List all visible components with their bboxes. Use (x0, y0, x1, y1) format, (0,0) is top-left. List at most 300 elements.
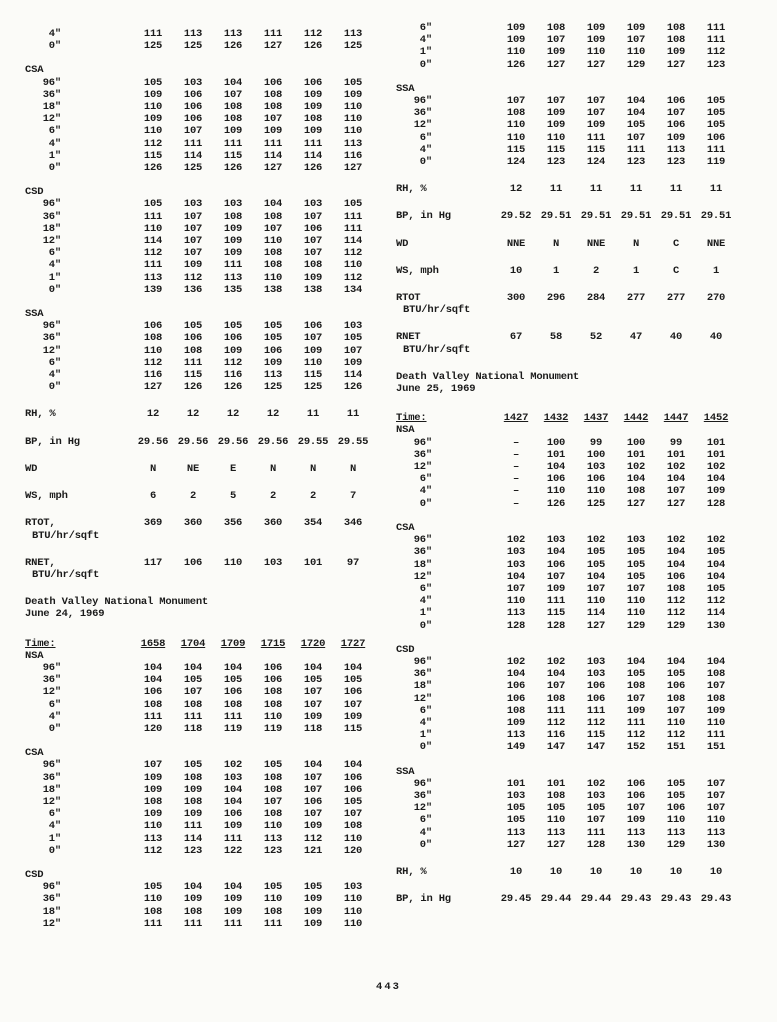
cell-value: 114 (183, 832, 203, 845)
data-section (25, 308, 381, 393)
value-row (496, 46, 736, 58)
cell-value: 103 (506, 558, 526, 571)
depth-label: 18" (42, 783, 61, 796)
cell-value: 109 (546, 46, 566, 59)
cell-value: 103 (343, 320, 363, 333)
cell-value: 108 (706, 668, 726, 681)
cell-value: 107 (666, 704, 686, 717)
value-row (133, 223, 373, 235)
cell-value: 102 (506, 655, 526, 668)
value-row (496, 729, 736, 741)
cell-value: 107 (303, 771, 323, 784)
table-row (396, 46, 762, 58)
depth-label: 0" (48, 381, 61, 394)
table-row (396, 571, 762, 583)
cell-value: 29.55 (297, 435, 329, 448)
cell-value: 127 (263, 40, 283, 53)
cell-value: 139 (143, 283, 163, 296)
cell-value: 110 (586, 485, 606, 498)
cell-value: 112 (143, 356, 163, 369)
cell-value: 115 (183, 369, 203, 382)
table-row (396, 693, 762, 705)
cell-value: 52 (589, 331, 603, 344)
cell-value: 109 (143, 113, 163, 126)
cell-value: 116 (546, 729, 566, 742)
value-row (496, 485, 736, 497)
value-row (133, 408, 373, 420)
table-row (25, 784, 381, 796)
cell-value: 110 (706, 716, 726, 729)
table-row (396, 559, 762, 571)
depth-label: 6" (419, 22, 432, 34)
cell-value: 106 (706, 131, 726, 144)
table-row (396, 583, 762, 595)
depth-label: 18" (42, 101, 61, 114)
depth-label: 6" (419, 704, 432, 717)
cell-value: 108 (183, 795, 203, 808)
cell-value: 106 (666, 680, 686, 693)
cell-value: 111 (183, 137, 203, 150)
cell-value: 108 (506, 704, 526, 717)
table-row (396, 95, 762, 107)
cell-value: 109 (223, 222, 243, 235)
cell-value: 107 (343, 698, 363, 711)
table-row (396, 668, 762, 680)
cell-value: N (269, 462, 277, 475)
table-row (25, 332, 381, 344)
table-row (25, 259, 381, 271)
cell-value: 100 (546, 436, 566, 449)
cell-value: 109 (183, 783, 203, 796)
cell-value: 108 (143, 795, 163, 808)
time-value: 1442 (623, 412, 649, 425)
section-header: CSD (396, 643, 415, 656)
cell-value: 97 (346, 556, 360, 569)
cell-value: 107 (666, 485, 686, 498)
cell-value: 104 (143, 674, 163, 687)
cell-value: 118 (303, 722, 323, 735)
cell-value: 111 (546, 595, 566, 608)
cell-value: 116 (223, 369, 243, 382)
title-line: June 25, 1969 (396, 383, 476, 396)
cell-value: 7 (349, 490, 357, 503)
cell-value: 110 (263, 271, 283, 284)
cell-value: 112 (223, 356, 243, 369)
cell-value: 29.43 (660, 893, 692, 906)
cell-value: 113 (626, 826, 646, 839)
depth-label: 96" (42, 198, 61, 211)
cell-value: 109 (183, 893, 203, 906)
cell-value: 118 (183, 722, 203, 735)
depth-label: 12" (413, 461, 432, 474)
cell-value: 109 (586, 22, 606, 34)
cell-value: 124 (586, 156, 606, 169)
cell-value: 29.55 (337, 435, 369, 448)
cell-value: 106 (183, 332, 203, 345)
table-row (396, 107, 762, 119)
cell-value: 110 (143, 344, 163, 357)
value-row (496, 705, 736, 717)
cell-value: 109 (626, 704, 646, 717)
table-row (396, 34, 762, 46)
cell-value: 110 (506, 119, 526, 132)
cell-value: 106 (143, 686, 163, 699)
param-label (396, 210, 496, 222)
cell-value: 113 (263, 832, 283, 845)
value-row (133, 699, 373, 711)
cell-value: 128 (586, 838, 606, 851)
cell-value: 109 (183, 808, 203, 821)
table-row (25, 77, 381, 89)
cell-value: 119 (263, 722, 283, 735)
section-header: SSA (396, 765, 415, 778)
depth-label: 0" (48, 283, 61, 296)
param-row (396, 866, 762, 878)
cell-value: 109 (303, 905, 323, 918)
table-row (25, 357, 381, 369)
cell-value: 107 (666, 107, 686, 120)
cell-value: 109 (303, 88, 323, 101)
table-row (396, 156, 762, 168)
cell-value: 109 (263, 356, 283, 369)
cell-value: 109 (303, 101, 323, 114)
cell-value: 122 (223, 844, 243, 857)
table-row (396, 449, 762, 461)
param-label (396, 292, 496, 316)
value-row (133, 77, 373, 89)
depth-label: 96" (42, 320, 61, 333)
cell-value: 111 (143, 210, 163, 223)
dataset-title (25, 596, 381, 620)
cell-value: 109 (143, 88, 163, 101)
cell-value: 106 (666, 95, 686, 108)
cell-value: 110 (143, 125, 163, 138)
cell-value: 102 (546, 655, 566, 668)
cell-value: 105 (666, 777, 686, 790)
cell-value: 110 (143, 101, 163, 114)
cell-value: 106 (303, 222, 323, 235)
depth-label: 4" (419, 716, 432, 729)
param-label-line: RNET, (25, 556, 56, 569)
value-row (133, 517, 373, 529)
depth-label: 1" (48, 271, 61, 284)
cell-value: 110 (343, 125, 363, 138)
cell-value: 277 (666, 292, 686, 305)
time-value: 1720 (300, 637, 326, 650)
cell-value: 123 (546, 156, 566, 169)
value-row (496, 559, 736, 571)
depth-label: 1" (419, 46, 432, 59)
cell-value: 109 (263, 125, 283, 138)
depth-label: 6" (48, 125, 61, 138)
cell-value: 105 (626, 546, 646, 559)
cell-value: 107 (626, 34, 646, 47)
cell-value: 106 (183, 556, 203, 569)
cell-value: 107 (546, 680, 566, 693)
cell-value: 127 (546, 58, 566, 71)
cell-value: 111 (183, 710, 203, 723)
table-row (25, 113, 381, 125)
cell-value: 114 (263, 149, 283, 162)
value-row (133, 796, 373, 808)
value-row (496, 717, 736, 729)
cell-value: 107 (586, 107, 606, 120)
table-row (396, 595, 762, 607)
cell-value: 111 (183, 356, 203, 369)
cell-value: 105 (343, 76, 363, 89)
depth-label: 4" (48, 137, 61, 150)
table-row (25, 198, 381, 210)
param-label-line: BP, in Hg (396, 210, 451, 223)
depth-label: 4" (48, 820, 61, 833)
cell-value: 106 (223, 808, 243, 821)
cell-value: 107 (546, 570, 566, 583)
cell-value: 110 (506, 46, 526, 59)
table-row (396, 119, 762, 131)
left-column (25, 28, 381, 930)
depth-label: 4" (48, 28, 61, 40)
cell-value: N (552, 237, 560, 250)
table-row (25, 381, 381, 393)
cell-value: 29.51 (540, 210, 572, 223)
value-row (496, 437, 736, 449)
table-row (396, 144, 762, 156)
cell-value: 106 (666, 570, 686, 583)
cell-value: 110 (343, 917, 363, 930)
cell-value: 107 (303, 247, 323, 260)
cell-value: 110 (506, 595, 526, 608)
param-label (25, 517, 133, 541)
cell-value: 113 (183, 28, 203, 40)
cell-value: 101 (546, 777, 566, 790)
value-row (133, 893, 373, 905)
data-section (25, 650, 381, 735)
cell-value: 112 (666, 729, 686, 742)
cell-value: 102 (626, 461, 646, 474)
cell-value: 277 (626, 292, 646, 305)
cell-value: 105 (183, 320, 203, 333)
cell-value: 110 (626, 595, 646, 608)
table-row (25, 906, 381, 918)
cell-value: 29.44 (540, 893, 572, 906)
cell-value: 104 (706, 570, 726, 583)
param-label (396, 265, 496, 277)
cell-value: 126 (343, 381, 363, 394)
cell-value: 29.56 (257, 435, 289, 448)
param-row (396, 292, 762, 316)
value-row (496, 534, 736, 546)
cell-value: 112 (183, 271, 203, 284)
cell-value: 105 (706, 119, 726, 132)
cell-value: 11 (709, 183, 723, 196)
table-row (396, 473, 762, 485)
cell-value: 126 (223, 381, 243, 394)
cell-value: 104 (223, 661, 243, 674)
cell-value: 103 (223, 771, 243, 784)
cell-value: 111 (706, 729, 726, 742)
cell-value: 126 (303, 40, 323, 53)
cell-value: 29.52 (500, 210, 532, 223)
depth-label: 36" (413, 668, 432, 681)
depth-label: 4" (419, 485, 432, 498)
cell-value: – (512, 436, 520, 449)
depth-label: 36" (413, 789, 432, 802)
depth-label: 0" (48, 40, 61, 53)
cell-value: 1 (712, 264, 720, 277)
cell-value: 134 (343, 283, 363, 296)
value-row (133, 557, 373, 569)
cell-value: 106 (303, 76, 323, 89)
cell-value: 111 (223, 917, 243, 930)
cell-value: 102 (666, 461, 686, 474)
cell-value: 127 (506, 838, 526, 851)
value-row (133, 820, 373, 832)
value-row (133, 918, 373, 930)
depth-label: 12" (42, 235, 61, 248)
param-label (25, 436, 133, 448)
data-section (25, 64, 381, 174)
depth-label: 18" (413, 558, 432, 571)
cell-value: 100 (626, 436, 646, 449)
value-row (496, 144, 736, 156)
cell-value: 105 (706, 546, 726, 559)
value-row (133, 138, 373, 150)
cell-value: 105 (586, 558, 606, 571)
depth-label: 4" (48, 710, 61, 723)
cell-value: 108 (183, 905, 203, 918)
cell-value: 11 (306, 408, 320, 421)
cell-value: 121 (303, 844, 323, 857)
value-row (133, 662, 373, 674)
cell-value: 128 (546, 619, 566, 632)
cell-value: 12 (509, 183, 523, 196)
data-section (25, 747, 381, 857)
cell-value: 126 (506, 58, 526, 71)
table-row (25, 723, 381, 735)
cell-value: 116 (343, 149, 363, 162)
dataset-title (396, 371, 762, 395)
cell-value: 105 (143, 76, 163, 89)
cell-value: 130 (706, 619, 726, 632)
data-section (396, 644, 762, 754)
cell-value: – (512, 497, 520, 510)
cell-value: 105 (263, 332, 283, 345)
cell-value: 111 (143, 917, 163, 930)
cell-value: 108 (626, 680, 646, 693)
cell-value: 138 (303, 283, 323, 296)
value-row (133, 906, 373, 918)
table-row (25, 808, 381, 820)
cell-value: 113 (506, 729, 526, 742)
cell-value: 112 (706, 595, 726, 608)
depth-label: 96" (42, 661, 61, 674)
cell-value: 111 (143, 259, 163, 272)
cell-value: 125 (183, 162, 203, 175)
cell-value: 105 (586, 546, 606, 559)
depth-label: 6" (48, 808, 61, 821)
value-row (496, 866, 736, 878)
cell-value: 108 (263, 771, 283, 784)
cell-value: 1 (632, 264, 640, 277)
cell-value: 114 (706, 607, 726, 620)
cell-value: 107 (546, 95, 566, 108)
data-section (25, 186, 381, 296)
cell-value: 106 (183, 101, 203, 114)
depth-label: 12" (413, 570, 432, 583)
cell-value: 111 (183, 917, 203, 930)
value-row (496, 119, 736, 131)
value-row (133, 247, 373, 259)
cell-value: 111 (626, 716, 646, 729)
depth-label: 0" (419, 741, 432, 754)
cell-value: 106 (546, 473, 566, 486)
section-header: CSA (25, 747, 44, 760)
depth-label: 96" (42, 881, 61, 894)
cell-value: 102 (586, 534, 606, 547)
cell-value: 101 (303, 556, 323, 569)
value-row (496, 498, 736, 510)
cell-value: NE (186, 462, 200, 475)
param-row (25, 463, 381, 475)
cell-value: 108 (183, 698, 203, 711)
cell-value: 114 (586, 607, 606, 620)
cell-value: 105 (263, 881, 283, 894)
cell-value: 109 (143, 771, 163, 784)
cell-value: 108 (666, 692, 686, 705)
table-row (25, 699, 381, 711)
cell-value: 115 (343, 722, 363, 735)
cell-value: 147 (586, 741, 606, 754)
data-section (396, 22, 762, 71)
cell-value: 151 (666, 741, 686, 754)
table-row (25, 138, 381, 150)
depth-label: 0" (419, 838, 432, 851)
cell-value: 110 (143, 222, 163, 235)
param-row (396, 265, 762, 277)
cell-value: 107 (183, 235, 203, 248)
cell-value: 102 (706, 534, 726, 547)
cell-value: 106 (263, 674, 283, 687)
cell-value: 110 (343, 893, 363, 906)
cell-value: 114 (343, 369, 363, 382)
cell-value: 284 (586, 292, 606, 305)
depth-label: 36" (413, 107, 432, 120)
cell-value: 104 (506, 668, 526, 681)
depth-label: 96" (413, 655, 432, 668)
cell-value: 106 (666, 802, 686, 815)
cell-value: 29.43 (700, 893, 732, 906)
cell-value: 110 (263, 820, 283, 833)
param-row (25, 517, 381, 541)
value-row (133, 381, 373, 393)
cell-value: 127 (586, 619, 606, 632)
cell-value: 111 (586, 131, 606, 144)
cell-value: 105 (706, 582, 726, 595)
cell-value: 108 (303, 113, 323, 126)
cell-value: 109 (303, 271, 323, 284)
value-row (133, 89, 373, 101)
cell-value: 149 (506, 741, 526, 754)
depth-label: 4" (419, 826, 432, 839)
cell-value: 110 (706, 814, 726, 827)
cell-value: 101 (706, 436, 726, 449)
cell-value: 11 (549, 183, 563, 196)
table-row (25, 796, 381, 808)
param-row (396, 210, 762, 222)
cell-value: 108 (183, 771, 203, 784)
cell-value: 113 (263, 369, 283, 382)
param-label-line: RH, % (396, 865, 427, 878)
